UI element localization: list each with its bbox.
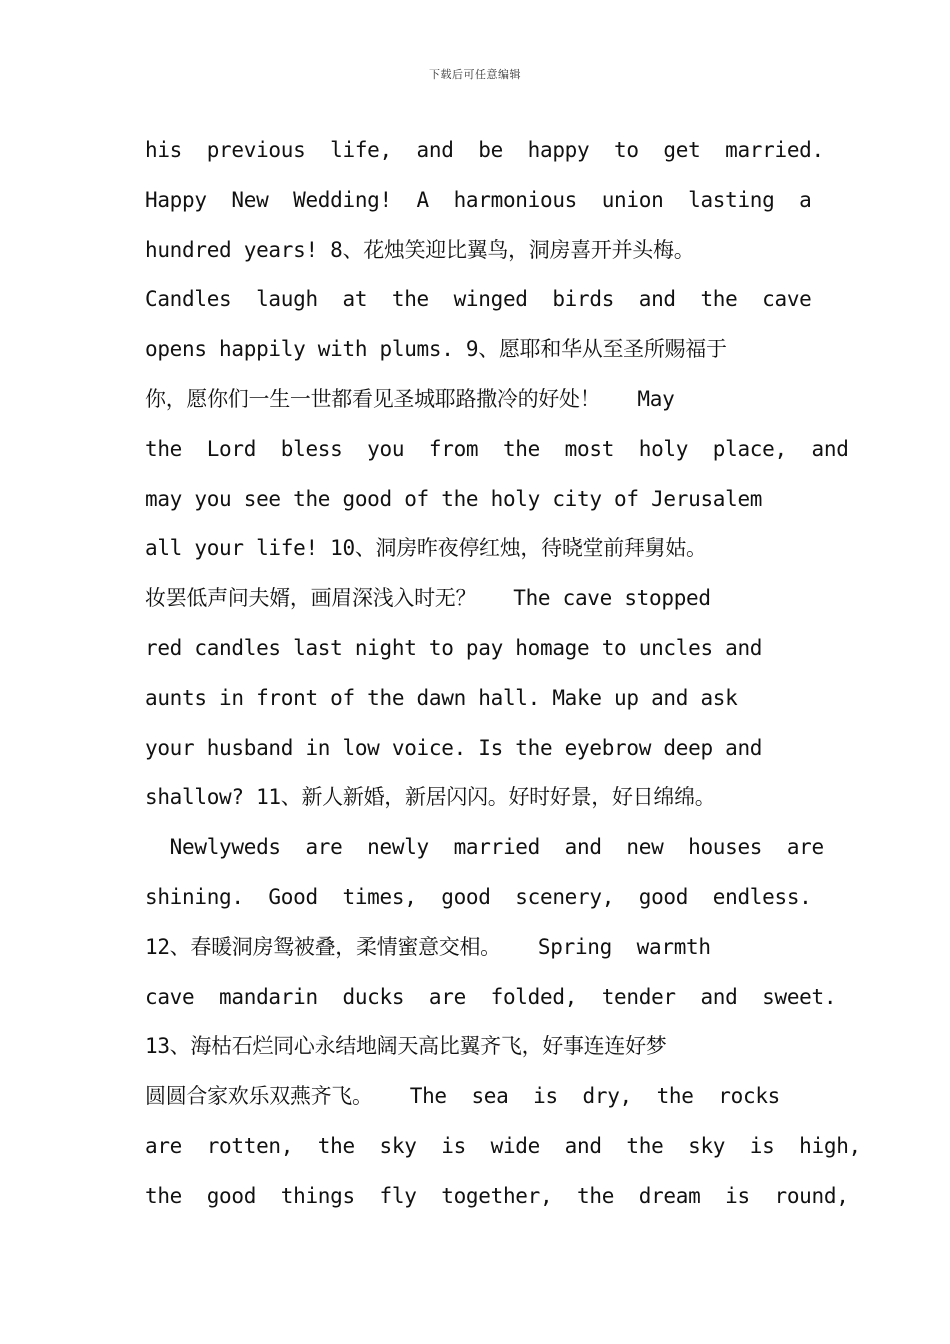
text-line: aunts in front of the dawn hall. Make up and ask [145,685,738,710]
text-line: opens happily with plums. 9、愿耶和华从至圣所赐福于 [145,337,727,362]
text-line: your husband in low voice. Is the eyebrow deep and [145,735,763,760]
text-line: hundred years! 8、花烛笑迎比翼鸟，洞房喜开并头梅。 [145,237,695,262]
text-line: shining. Good times, good scenery, good endless. [145,884,812,909]
text-line: Candles laugh at the winged birds and the cave [145,287,812,312]
text-line: 12、春暖洞房鸳被叠，柔情蜜意交相。 Spring warmth [145,934,711,959]
text-line: the Lord bless you from the most holy place, and [145,436,849,461]
text-line: 你，愿你们一生一世都看见圣城耶路撒冷的好处！ May [145,386,675,411]
text-line: may you see the good of the holy city of Jerusalem [145,486,763,511]
text-line: cave mandarin ducks are folded, tender and sweet. [145,984,837,1009]
text-line: Newlyweds are newly married and new houses are [145,835,824,860]
text-line: 妆罢低声问夫婿，画眉深浅入时无？ The cave stopped [145,586,711,611]
text-line: red candles last night to pay homage to uncles and [145,635,763,660]
text-line: 13、海枯石烂同心永结地阔天高比翼齐飞，好事连连好梦 [145,1034,667,1059]
text-line: are rotten, the sky is wide and the sky is high, [145,1133,861,1158]
page-header: 下载后可任意编辑 [429,68,521,81]
text-line: the good things fly together, the dream is round, [145,1183,849,1208]
text-line: shallow? 11、新人新婚，新居闪闪。好时好景，好日绵绵。 [145,785,716,810]
text-line: all your life! 10、洞房昨夜停红烛，待晓堂前拜舅姑。 [145,536,707,561]
text-line: his previous life, and be happy to get married. [145,138,824,162]
document-body [145,126,861,1222]
text-line: 圆圆合家欢乐双燕齐飞。 The sea is dry, the rocks [145,1084,781,1109]
text-line: Happy New Wedding! A harmonious union lasting a [145,187,812,212]
